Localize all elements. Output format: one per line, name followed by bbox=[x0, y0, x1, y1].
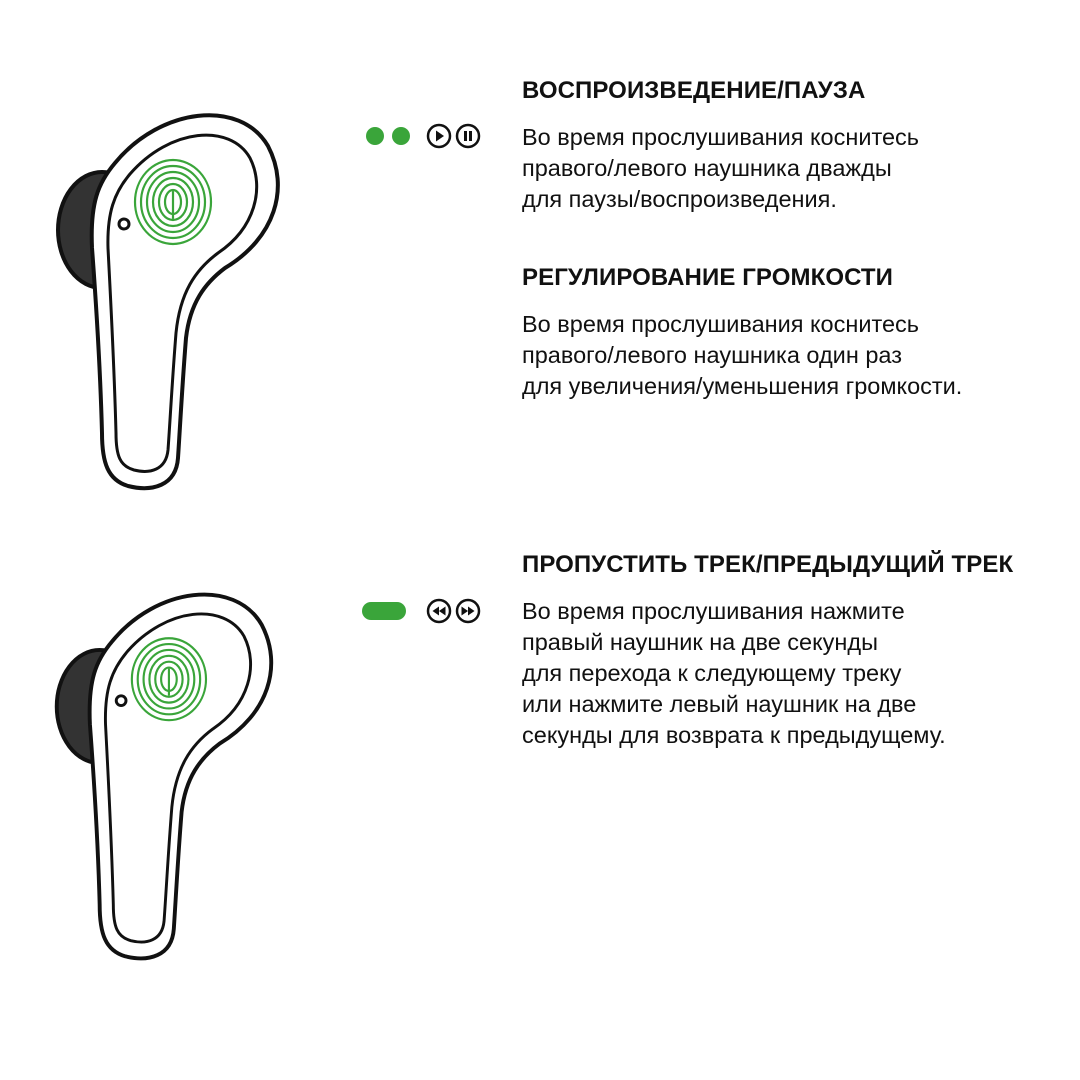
play-icon bbox=[426, 123, 452, 149]
tap-dot-icon bbox=[366, 127, 384, 145]
section-title: РЕГУЛИРОВАНИЕ ГРОМКОСТИ bbox=[522, 264, 894, 291]
section-text-line: правого/левого наушника дважды bbox=[522, 155, 892, 181]
fingerprint-icon bbox=[135, 160, 211, 244]
section-text-line: правый наушник на две секунды bbox=[522, 629, 878, 655]
section-text-line: Во время прослушивания нажмите bbox=[522, 598, 905, 624]
section-text-line: Во время прослушивания коснитесь bbox=[522, 124, 920, 150]
media-icons bbox=[426, 123, 481, 149]
gesture-long-press-indicator bbox=[362, 598, 481, 624]
earbud-body bbox=[57, 595, 272, 959]
tap-dot-icon bbox=[392, 127, 410, 145]
gesture-double-tap-indicator bbox=[366, 123, 481, 149]
fingerprint-icon bbox=[132, 638, 206, 720]
section-volume bbox=[522, 263, 1062, 402]
section-text-line: правого/левого наушника один раз bbox=[522, 342, 902, 368]
section-skip-track bbox=[522, 550, 1062, 751]
section-title: ПРОПУСТИТЬ ТРЕК/ПРЕДЫДУЩИЙ ТРЕК bbox=[522, 551, 1014, 578]
section-text-line: секунды для возврата к предыдущему. bbox=[522, 722, 946, 748]
section-text-line: для перехода к следующему треку bbox=[522, 660, 902, 686]
section-text-line: для увеличения/уменьшения громкости. bbox=[522, 373, 963, 399]
section-play-pause bbox=[522, 76, 1062, 215]
rewind-icon bbox=[426, 598, 452, 624]
section-title: ВОСПРОИЗВЕДЕНИЕ/ПАУЗА bbox=[522, 77, 866, 104]
section-text-line: Во время прослушивания коснитесь bbox=[522, 311, 920, 337]
section-text-line: или нажмите левый наушник на две bbox=[522, 691, 917, 717]
earbud-illustration bbox=[36, 568, 296, 968]
earbud-illustration bbox=[40, 88, 300, 498]
fast-forward-icon bbox=[455, 598, 481, 624]
pause-icon bbox=[455, 123, 481, 149]
section-text-line: для паузы/воспроизведения. bbox=[522, 186, 837, 212]
long-press-bar-icon bbox=[362, 602, 406, 620]
media-icons bbox=[426, 598, 481, 624]
earbud-body bbox=[58, 115, 278, 488]
